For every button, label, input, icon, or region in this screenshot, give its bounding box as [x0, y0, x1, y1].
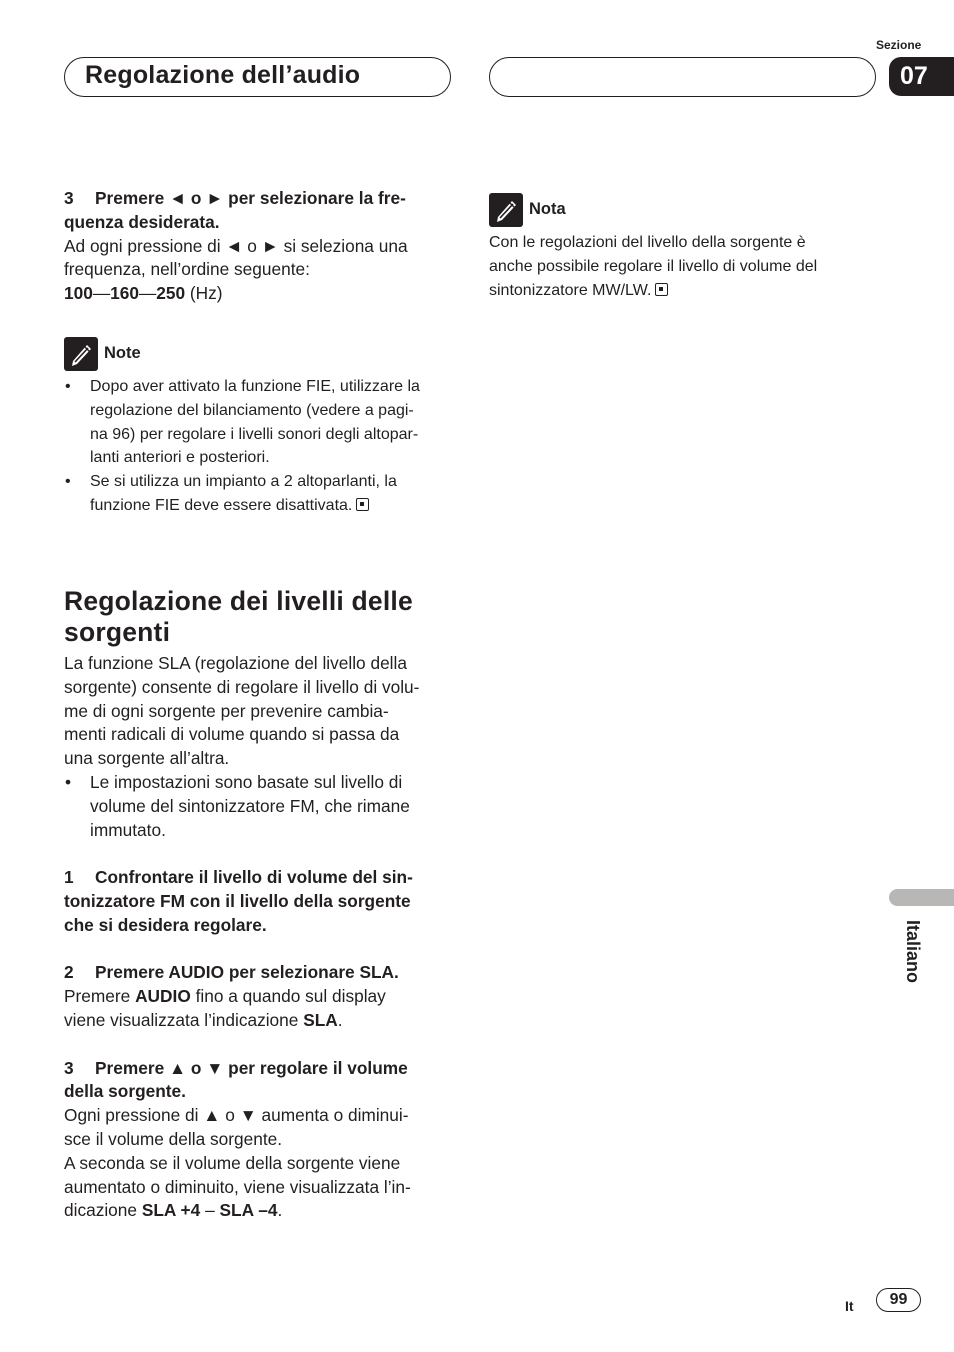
header-title-pill	[64, 57, 451, 97]
end-mark-icon	[655, 283, 668, 296]
note-label: Nota	[529, 200, 566, 219]
note-block-right	[489, 193, 881, 302]
step-3-freq-body: Ad ogni pressione di ◄ o ► si seleziona una frequenza, nell’ordine seguente:	[64, 235, 408, 280]
header-blank-pill	[489, 57, 876, 97]
page-number: 99	[876, 1288, 921, 1312]
intro-paragraph: La funzione SLA (regolazione del livello della sorgente) consente di regolare il livello di volu- me di ogni sorgente per prevenire cambia- menti radicali di volume quando si passa da una sorgente all’altra.	[64, 653, 420, 769]
left-column	[64, 187, 456, 306]
end-mark-icon	[356, 498, 369, 511]
step-3-volume-title: 3 Premere ▲ o ▼ per regolare il volume della sorgente.	[64, 1057, 408, 1102]
pencil-note-icon	[489, 193, 523, 227]
section-number-badge: 07	[889, 57, 954, 96]
step-2-body: Premere AUDIO fino a quando sul display viene visualizzata l’indicazione SLA.	[64, 986, 386, 1030]
page-title: Regolazione dell’audio	[85, 61, 361, 89]
language-label: Italiano	[903, 920, 923, 984]
sla-section	[64, 586, 456, 1223]
language-code: It	[845, 1298, 854, 1314]
section-heading: Regolazione dei livelli delle sorgenti	[64, 586, 413, 647]
note-item: • Dopo aver attivato la funzione FIE, utilizzare la regolazione del bilanciamento (vedere a pagi- na 96) per regolare i livelli sonori degli altopar- lanti anteriori e posteriori.	[64, 375, 456, 470]
bullet-item: • Le impostazioni sono basate sul livello di volume del sintonizzatore FM, che rimane immutato.	[64, 771, 456, 842]
step-1-title: 1 Confrontare il livello di volume del sin- tonizzatore FM con il livello della sorgente che si desidera regolare.	[64, 867, 413, 935]
frequency-sequence: 100—160—250 (Hz)	[64, 283, 223, 304]
note-item: • Se si utilizza un impianto a 2 altoparlanti, la funzione FIE deve essere disattivata.	[64, 470, 456, 518]
language-tab	[889, 889, 954, 906]
step-2-title: 2 Premere AUDIO per selezionare SLA.	[64, 962, 399, 983]
note-block-left	[64, 337, 456, 518]
section-label: Sezione	[876, 38, 922, 52]
step-3-volume-body: Ogni pressione di ▲ o ▼ aumenta o diminui- sce il volume della sorgente. A seconda se il volume della sorgente viene aumentato o diminuito, viene visualizzata l’in- dicazione SLA +4 – SLA –4.	[64, 1105, 411, 1221]
step-3-freq-title: 3 Premere ◄ o ► per selezionare la fre- quenza desiderata.	[64, 188, 406, 232]
note-text: Con le regolazioni del livello della sorgente è anche possibile regolare il livello di volume del sintonizzatore MW/LW.	[489, 234, 818, 299]
note-label: Note	[104, 344, 141, 363]
pencil-note-icon	[64, 337, 98, 371]
